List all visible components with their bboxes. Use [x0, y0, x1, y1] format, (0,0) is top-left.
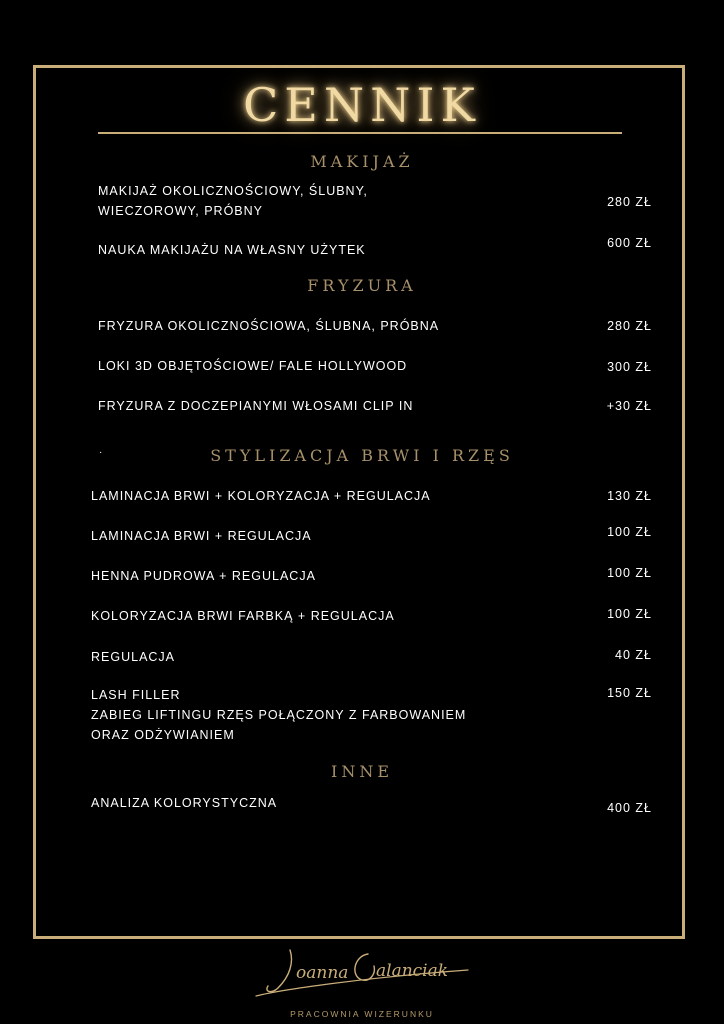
item-label-line2: WIECZOROWY, PRÓBNY: [98, 204, 264, 218]
item-price: 300 ZŁ: [607, 360, 652, 374]
item-price: +30 ZŁ: [606, 399, 652, 413]
item-label-laminacja-regulacja: LAMINACJA BRWI + REGULACJA: [91, 529, 312, 543]
svg-text:oanna: oanna: [296, 963, 349, 983]
item-label-regulacja: REGULACJA: [91, 650, 176, 664]
item-price: 280 ZŁ: [607, 319, 652, 333]
section-heading-makijaz: MAKIJAŻ: [310, 152, 414, 171]
item-price: 400 ZŁ: [607, 801, 652, 815]
item-price: 100 ZŁ: [607, 525, 652, 539]
item-label-fryzura-clip-in: FRYZURA Z DOCZEPIANYMI WŁOSAMI CLIP IN: [98, 399, 414, 413]
stray-dot: ·: [99, 447, 103, 458]
price-item-lash-filler: [91, 685, 466, 745]
item-label-line3: ORAZ ODŻYWIANIEM: [91, 728, 235, 742]
item-label-laminacja-koloryzacja: LAMINACJA BRWI + KOLORYZACJA + REGULACJA: [91, 489, 431, 503]
item-price: 600 ZŁ: [607, 236, 652, 250]
section-heading-fryzura: FRYZURA: [307, 276, 417, 295]
item-label-loki-3d: LOKI 3D OBJĘTOŚCIOWE/ FALE HOLLYWOOD: [98, 359, 408, 373]
brand-subtitle: PRACOWNIA WIZERUNKU: [290, 1009, 434, 1019]
section-heading-brwi-rzesy: STYLIZACJA BRWI I RZĘS: [210, 446, 514, 465]
signature-logo: [250, 946, 474, 1004]
item-label-line2: ZABIEG LIFTINGU RZĘS POŁĄCZONY Z FARBOWANIEM: [91, 708, 467, 722]
price-item-makijaz-okolicznosciowy: [98, 181, 368, 221]
item-label-koloryzacja-farbka: KOLORYZACJA BRWI FARBKĄ + REGULACJA: [91, 609, 395, 623]
item-label-fryzura-okolicznosciowa: FRYZURA OKOLICZNOŚCIOWA, ŚLUBNA, PRÓBNA: [98, 319, 440, 333]
item-label-analiza-kolorystyczna: ANALIZA KOLORYSTYCZNA: [91, 796, 278, 810]
section-heading-inne: INNE: [331, 762, 393, 781]
svg-text:alanciak: alanciak: [376, 961, 449, 981]
item-label-line1: LASH FILLER: [91, 688, 181, 702]
item-price: 100 ZŁ: [607, 566, 652, 580]
item-price: 130 ZŁ: [607, 489, 652, 503]
title-divider: [98, 132, 622, 134]
page-title: CENNIK: [243, 78, 481, 132]
item-price: 40 ZŁ: [615, 648, 652, 662]
item-label-henna-pudrowa: HENNA PUDROWA + REGULACJA: [91, 569, 316, 583]
item-price: 280 ZŁ: [607, 195, 652, 209]
item-price: 150 ZŁ: [607, 686, 652, 700]
item-label-nauka-makijazu: NAUKA MAKIJAŻU NA WŁASNY UŻYTEK: [98, 243, 366, 257]
item-label-line1: MAKIJAŻ OKOLICZNOŚCIOWY, ŚLUBNY,: [98, 184, 368, 198]
item-price: 100 ZŁ: [607, 607, 652, 621]
